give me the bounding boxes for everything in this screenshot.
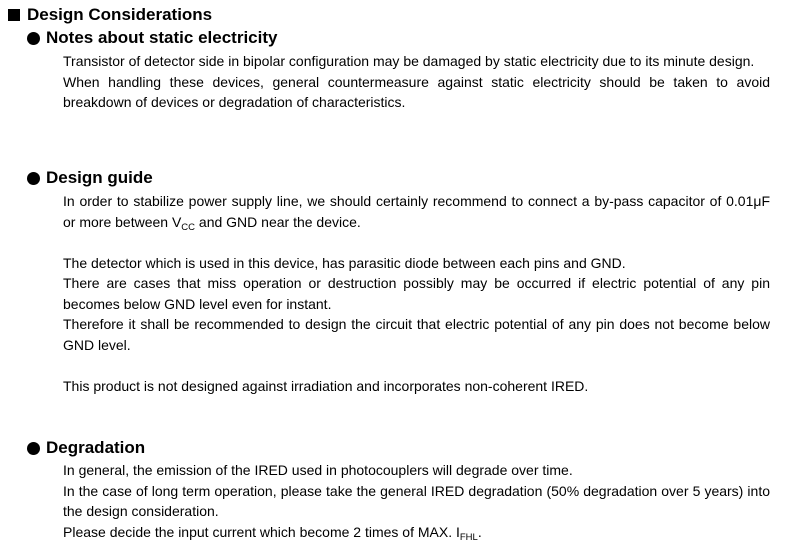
design-guide-heading-text: Design guide — [46, 168, 153, 187]
circle-bullet-icon — [27, 32, 40, 45]
static-paragraph-2: When handling these devices, general countermeasure against static electricity should be taken to avoid breakdown of devices or degradation of characteristics. — [63, 73, 770, 110]
bypass-text: In order to stabilize power supply line, we should certainly recommend to connect a by-pass capacitor of 0.01μF or more between V — [63, 193, 770, 230]
section-title — [8, 4, 212, 26]
section-title-text: Design Considerations — [27, 5, 213, 24]
degradation-heading-text: Degradation — [46, 438, 146, 457]
square-bullet-icon — [8, 9, 20, 21]
degradation-paragraph-2: In the case of long term operation, please take the general IRED degradation (50% degradation over 5 years) into the design consideration. — [63, 482, 770, 519]
degradation-paragraph-1: In general, the emission of the IRED used in photocouplers will degrade over time. — [63, 462, 573, 478]
bypass-text-end: and GND near the device. — [195, 213, 361, 230]
degradation-paragraph-3 — [63, 522, 770, 543]
static-paragraph-1: Transistor of detector side in bipolar configuration may be damaged by static electricity due to its minute design. — [63, 53, 755, 69]
design-guide-body — [63, 191, 770, 396]
static-electricity-heading-text: Notes about static electricity — [46, 28, 278, 47]
circle-bullet-icon — [27, 442, 40, 455]
design-guide-paragraph-5: This product is not designed against irradiation and incorporates non-coherent IRED. — [63, 377, 589, 394]
circle-bullet-icon — [27, 172, 40, 185]
design-guide-paragraph-1 — [63, 191, 770, 232]
design-guide-paragraph-2: The detector which is used in this device, has parasitic diode between each pins and GND. — [63, 254, 626, 271]
degradation-heading — [27, 437, 145, 459]
ifhl-subscript: FHL — [459, 531, 478, 543]
design-guide-paragraph-3: There are cases that miss operation or destruction possibly may be occurred if electric potential of any pin becomes below GND level even for instant. — [63, 275, 770, 312]
static-electricity-body — [63, 51, 770, 113]
input-current-text: Please decide the input current which become 2 times of MAX. I — [63, 523, 460, 540]
design-guide-heading — [27, 167, 153, 189]
static-electricity-heading — [27, 27, 277, 49]
vcc-subscript: CC — [181, 221, 196, 233]
degradation-body — [63, 460, 770, 542]
design-guide-paragraph-4: Therefore it shall be recommended to design the circuit that electric potential of any pin does not become below GND level. — [63, 316, 770, 353]
input-current-text-end: . — [477, 523, 482, 540]
